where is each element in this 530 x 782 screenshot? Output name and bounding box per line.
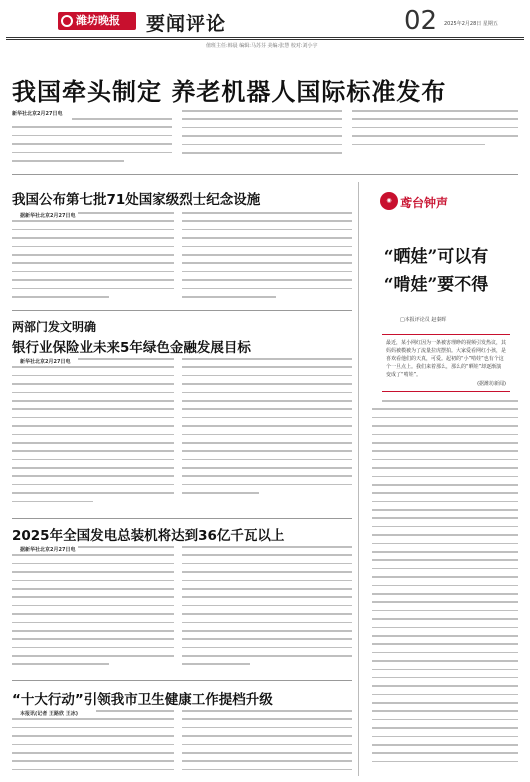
article-2-body-col2 bbox=[182, 358, 352, 512]
paper-name: 潍坊晚报 bbox=[76, 14, 120, 27]
article-3-body-col1 bbox=[12, 546, 174, 676]
lead-headline: 我国牵头制定 养老机器人国际标准发布 bbox=[12, 77, 447, 106]
column-divider bbox=[358, 182, 359, 776]
column-brand bbox=[380, 192, 450, 210]
article-2-headline: 银行业保险业未来5年绿色金融发展目标 bbox=[12, 340, 251, 356]
divider bbox=[12, 518, 352, 519]
divider bbox=[12, 310, 352, 311]
article-1-body-col1 bbox=[12, 212, 174, 304]
lead-body-col1 bbox=[12, 110, 172, 168]
masthead-rule bbox=[6, 37, 524, 38]
article-4-dateline: 本报讯(记者 王路欣 王冰) bbox=[20, 711, 79, 717]
publication-date: 2025年2月28日 星期五 bbox=[444, 21, 498, 27]
article-1-dateline: 据新华社北京2月27日电 bbox=[20, 213, 76, 219]
column-title-line2: “啃娃”要不得 bbox=[383, 275, 489, 295]
column-brand-name: 鸢台钟声 bbox=[400, 196, 449, 210]
column-summary-text: 最近，某小网红因为一条被害理睁的视频引发热议，其妈妈被模被为了流量拉虎摆拍。大家爱看网红小孩，是喜欢看他们的天真，可爱。起初的“小”啃娃”也有个这个一旦点上。我们来着那么，那么的“晒娃”却逐渐演变成了“啃娃”。 bbox=[386, 340, 507, 378]
article-3-dateline: 据新华社北京2月27日电 bbox=[20, 547, 76, 553]
article-4-body-col2 bbox=[182, 710, 352, 776]
article-1-body-col2 bbox=[182, 212, 352, 304]
article-1-headline: 我国公布第七批71处国家级烈士纪念设施 bbox=[12, 192, 261, 208]
article-2-dateline: 新华社北京2月27日电 bbox=[20, 359, 71, 365]
lead-body-col2 bbox=[182, 110, 342, 168]
article-2-kicker: 两部门发文明确 bbox=[12, 320, 97, 334]
column-title-line1: “晒娃”可以有 bbox=[383, 247, 489, 267]
page-number: 02 bbox=[404, 6, 438, 36]
article-4-body-col1 bbox=[12, 710, 174, 776]
masthead bbox=[6, 6, 524, 36]
newspaper-page bbox=[6, 6, 524, 776]
article-3-body-col2 bbox=[182, 546, 352, 676]
paper-logo bbox=[58, 12, 136, 30]
lead-body-col3 bbox=[352, 110, 518, 168]
article-4-headline: “十大行动”引领我市卫生健康工作提档升级 bbox=[12, 692, 273, 708]
section-name: 要闻评论 bbox=[146, 13, 227, 35]
column-summary-source: (据潍坊新闻) bbox=[477, 381, 506, 387]
article-2-body-col1 bbox=[12, 358, 174, 512]
bell-icon: ◉ bbox=[380, 192, 398, 210]
logo-mark-icon bbox=[61, 15, 73, 27]
masthead-rule-secondary bbox=[6, 39, 524, 40]
column-summary-box bbox=[382, 334, 510, 392]
lead-dateline: 新华社北京2月27日电 bbox=[12, 111, 63, 117]
column-author: □本报评论员 赵秦晖 bbox=[400, 317, 447, 323]
divider bbox=[12, 680, 352, 681]
divider bbox=[12, 174, 518, 175]
article-3-headline: 2025年全国发电总装机将达到36亿千瓦以上 bbox=[12, 528, 285, 544]
editor-credits: 值班主任:韩晨 编辑:马苏芬 美编:张慧 校对:刘小宇 bbox=[206, 43, 318, 49]
column-body bbox=[372, 400, 518, 776]
